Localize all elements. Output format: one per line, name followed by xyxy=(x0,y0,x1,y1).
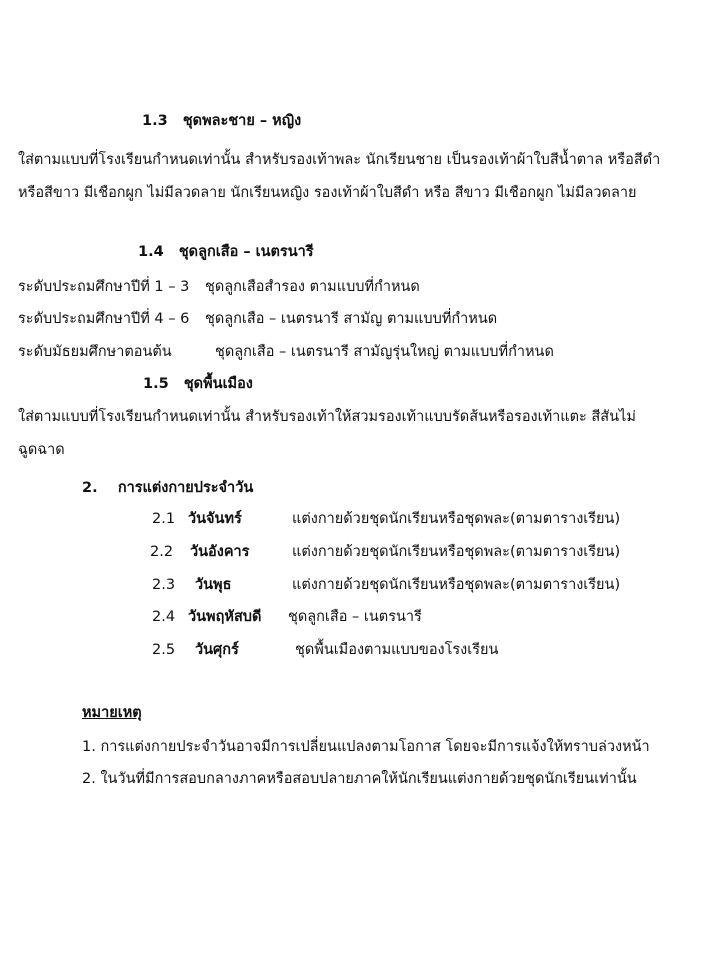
section-title: ชุดพื้นเมือง xyxy=(183,376,253,392)
section-title: ชุดพละชาย – หญิง xyxy=(182,113,302,129)
day-name: วันพฤหัสบดี xyxy=(188,609,262,625)
paragraph-line: ใส่ตามแบบที่โรงเรียนกำหนดเท่านั้น สำหรับรองเท้าพละ นักเรียนชาย เป็นรองเท้าผ้าใบสีน้ำตาล หรือสีดำ xyxy=(18,152,661,168)
level-desc: ชุดลูกเสือ – เนตรนารี สามัญรุ่นใหญ่ ตามแบบที่กำหนด xyxy=(215,344,554,360)
day-desc: ชุดลูกเสือ – เนตรนารี xyxy=(288,609,422,625)
section-number: 1.3 xyxy=(142,113,168,129)
level-label: ระดับมัธยมศึกษาตอนต้น xyxy=(18,344,172,360)
day-desc: แต่งกายด้วยชุดนักเรียนหรือชุดพละ(ตามตารางเรียน) xyxy=(292,577,621,593)
day-number: 2.2 xyxy=(150,544,174,560)
day-name: วันพุธ xyxy=(195,577,232,593)
section-1-5-heading xyxy=(143,377,253,392)
section-title: ชุดลูกเสือ – เนตรนารี xyxy=(178,244,314,260)
level-desc: ชุดลูกเสือ – เนตรนารี สามัญ ตามแบบที่กำหนด xyxy=(205,311,498,327)
paragraph-line: ฉูดฉาด xyxy=(18,442,65,458)
note-item: 1. การแต่งกายประจำวันอาจมีการเปลี่ยนแปลงตามโอกาส โดยจะมีการแจ้งให้ทราบล่วงหน้า xyxy=(82,739,650,755)
day-name: วันจันทร์ xyxy=(188,511,242,527)
section-1-4-heading xyxy=(138,245,314,260)
day-name: วันอังคาร xyxy=(190,544,250,560)
note-item: 2. ในวันที่มีการสอบกลางภาคหรือสอบปลายภาคให้นักเรียนแต่งกายด้วยชุดนักเรียนเท่านั้น xyxy=(82,771,637,787)
day-number: 2.3 xyxy=(152,577,176,593)
day-number: 2.4 xyxy=(152,609,176,625)
day-desc: ชุดพื้นเมืองตามแบบของโรงเรียน xyxy=(295,642,499,658)
paragraph-line: ใส่ตามแบบที่โรงเรียนกำหนดเท่านั้น สำหรับรองเท้าให้สวมรองเท้าแบบรัดส้นหรือรองเท้าแตะ สีสันไม่ xyxy=(18,409,636,425)
day-name: วันศุกร์ xyxy=(195,642,239,658)
day-desc: แต่งกายด้วยชุดนักเรียนหรือชุดพละ(ตามตารางเรียน) xyxy=(292,511,621,527)
section-2-heading xyxy=(82,481,253,496)
notes-heading: หมายเหตุ xyxy=(82,705,142,721)
section-number: 1.4 xyxy=(138,244,164,260)
paragraph-line: หรือสีขาว มีเชือกผูก ไม่มีลวดลาย นักเรียนหญิง รองเท้าผ้าใบสีดำ หรือ สีขาว มีเชือกผูก ไม่มีลวดลาย xyxy=(18,185,637,201)
day-number: 2.5 xyxy=(152,642,176,658)
section-number: 1.5 xyxy=(143,376,169,392)
level-desc: ชุดลูกเสือสำรอง ตามแบบที่กำหนด xyxy=(205,279,420,295)
section-number: 2. xyxy=(82,480,98,496)
day-desc: แต่งกายด้วยชุดนักเรียนหรือชุดพละ(ตามตารางเรียน) xyxy=(292,544,621,560)
level-label: ระดับประถมศึกษาปีที่ 1 – 3 xyxy=(18,279,190,295)
section-title: การแต่งกายประจำวัน xyxy=(117,480,254,496)
section-1-3-heading xyxy=(142,114,301,129)
level-label: ระดับประถมศึกษาปีที่ 4 – 6 xyxy=(18,311,190,327)
day-number: 2.1 xyxy=(152,511,176,527)
